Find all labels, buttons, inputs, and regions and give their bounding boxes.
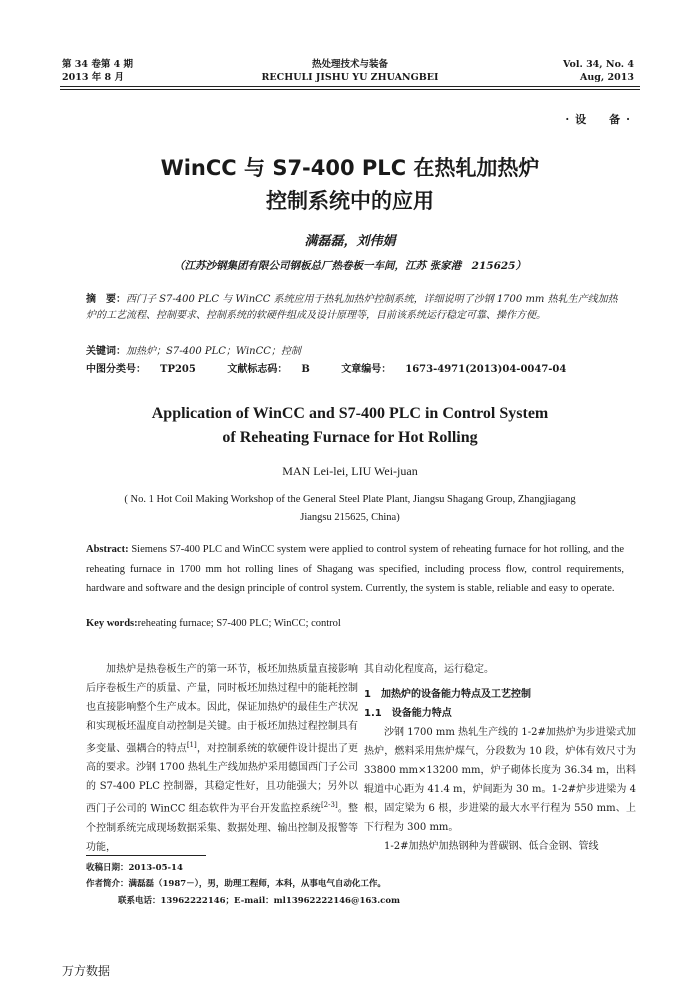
title-cn-line1: WinCC 与 S7-400 PLC 在热轧加热炉 [160, 156, 540, 180]
title-en-line2: of Reheating Furnace for Hot Rolling [222, 429, 478, 446]
footnote-author-bio: 作者简介：满磊磊（1987－），男，助理工程师，本科，从事电气自动化工作。 [86, 879, 386, 889]
affiliation-cn: （江苏沙钢集团有限公司钢板总厂热卷板一车间，江苏 张家港 215625） [174, 260, 526, 272]
footnote-rule [86, 855, 206, 856]
header-rule [60, 86, 640, 87]
abstract-cn-label: 摘 要： [86, 294, 126, 305]
section-heading-1: 1 加热炉的设备能力特点及工艺控制 [364, 689, 531, 700]
equipment-paragraph: 沙钢 1700 mm 热轧生产线的 1-2#加热炉为步进梁式加热炉，燃料采用焦炉煤气，分段数为 10 段，炉体有效尺寸为 33800 mm×13200 mm，炉子砌体长度为 36.34 m，出料辊道中心距为 41.4 m，炉间距为 30 m。1-2#炉步进梁为 4 根，固定梁为 6 根，步进梁的最大水平行程为 550 mm、上下行程为 300 mm。 [364, 727, 636, 833]
header-rule-thin [60, 89, 640, 90]
keywords-en [86, 616, 624, 632]
body-column-left [86, 660, 358, 857]
publication-date-en: Aug, 2013 [580, 72, 634, 83]
body-column-right [364, 660, 636, 856]
authors-cn: 满磊磊，刘伟娟 [304, 234, 396, 249]
journal-volume-en [563, 58, 634, 84]
doc-code [227, 364, 323, 375]
volume-issue-text: 第 34 卷第 4 期 [62, 59, 134, 70]
citation-ref: [1] [186, 741, 197, 749]
authors-en: MAN Lei-lei, LIU Wei-juan [282, 464, 418, 478]
publication-date-text: 2013 年 8 月 [62, 72, 124, 83]
intro-paragraph [86, 660, 358, 857]
volume-issue-en: Vol. 34, No. 4 [563, 59, 634, 70]
keywords-cn [86, 344, 624, 360]
intro-text-3: 。整个控制系统完成现场数据采集、数据处理、输出控制及报警等功能， [86, 803, 359, 853]
subsection-heading-1-1: 1.1 设备能力特点 [364, 708, 452, 719]
keywords-en-text: reheating furnace; S7-400 PLC; WinCC; control [137, 618, 341, 629]
doc-code-value: B [301, 364, 310, 375]
intro-continuation: 其自动化程度高，运行稳定。 [364, 664, 494, 675]
keywords-en-label: Key words: [86, 618, 138, 629]
abstract-cn [86, 292, 624, 324]
article-no-value: 1673-4971(2013)04-0047-04 [405, 364, 567, 375]
clc-value: TP205 [160, 364, 196, 375]
section-tag: ·设 备· [565, 113, 636, 126]
clc-number [86, 364, 210, 375]
doc-code-label: 文献标志码： [227, 364, 288, 375]
citation-ref: [2-3] [320, 801, 338, 810]
title-en-line1: Application of WinCC and S7-400 PLC in Control System [151, 405, 549, 422]
affiliation-en: ( No. 1 Hot Coil Making Workshop of the General Steel Plate Plant, Jiangsu Shagang Group, Zhangjiagang Jiangsu 215625, China) [124, 494, 576, 523]
abstract-en-label: Abstract: [86, 544, 129, 555]
keywords-cn-text: 加热炉；S7-400 PLC；WinCC；控制 [126, 346, 301, 357]
intro-text-2: ，对控制系统的软硬件设计提出了更高的要求。沙钢 1700 热轧生产线加热炉采用德国西门子公司的 S7-400 PLC 控制器，其稳定性好，且功能强大；另外以西门子公司的 WinCC 组态软件为平台开发监控系统 [86, 743, 359, 815]
journal-name-cn: 热处理技术与装备 [311, 59, 388, 70]
abstract-en [86, 540, 624, 599]
article-number [341, 364, 580, 375]
abstract-en-text: Siemens S7-400 PLC and WinCC system were applied to control system of reheating furnace for hot rolling, and the reheating furnace in 1700 mm hot rolling lines of Shagang was specified, including process flow, control requirements, hardware and software and the design principle of control system. Currently, the system is stable, reliable and easy to operate. [86, 544, 624, 594]
clc-label: 中图分类号： [86, 364, 146, 375]
abstract-cn-text: 西门子 S7-400 PLC 与 WinCC 系统应用于热轧加热炉控制系统，详细说明了沙钢 1700 mm 热轧生产线加热炉的工艺流程、控制要求、控制系统的软硬件组成及设计原理等，目前该系统运行稳定可靠、操作方便。 [86, 294, 618, 321]
intro-text-1: 加热炉是热卷板生产的第一环节，板坯加热质量直接影响后序卷板生产的质量、产量，同时板坯加热过程中的能耗控制也直接影响整个生产成本。因此，保证加热炉的最佳生产状况和实现板坯温度自动控制是关键。由于板坯加热过程控制具有多变量、强耦合的特点 [86, 664, 358, 755]
classification-info [86, 362, 624, 378]
journal-name-pinyin: RECHULI JISHU YU ZHUANGBEI [261, 72, 439, 83]
footnote-received: 收稿日期：2013-05-14 [86, 863, 183, 873]
keywords-cn-label: 关键词： [86, 346, 126, 357]
steel-grades-paragraph: 1-2#加热炉加热钢种为普碳钢、低合金钢、管线 [384, 841, 599, 852]
article-no-label: 文章编号： [341, 364, 392, 375]
footnote-contact: 联系电话：13962222146；E-mail：ml13962222146@163.com [118, 896, 401, 906]
title-cn-line2: 控制系统中的应用 [266, 189, 434, 213]
watermark-text: 万方数据 [62, 964, 111, 978]
